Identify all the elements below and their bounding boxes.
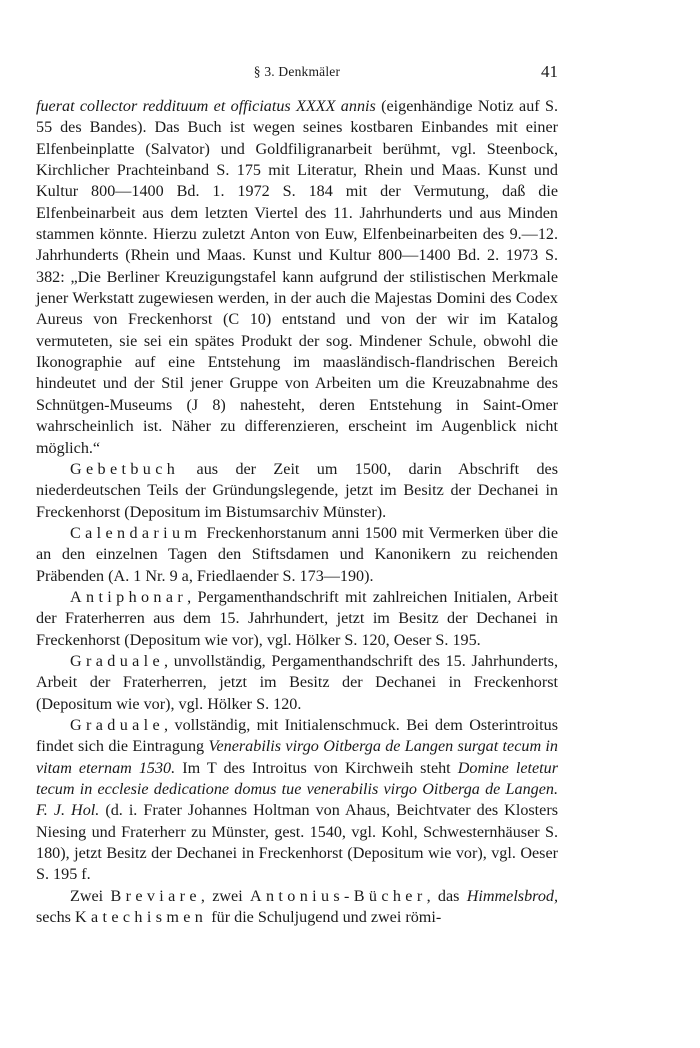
text-run: Zwei — [70, 887, 111, 905]
italic-text: Domine letetur tecum in ecclesie dedicatione domus tue venerabilis virgo Oitberga de Langen. F. J. Hol. — [36, 759, 558, 820]
running-title: § 3. Denkmäler — [253, 64, 341, 79]
entry-heading: Graduale — [70, 716, 165, 734]
body-text — [36, 96, 558, 928]
text-run: Im T des Introitus von Kirchweih steht — [175, 759, 458, 777]
text-run: , vollständig, mit Initialenschmuck. Bei dem Osterintroitus findet sich die Eintragung — [36, 716, 558, 756]
text-run: , das — [426, 887, 467, 905]
text-run: (d. i. Frater Johannes Holtman von Ahaus, Beichtvater des Klosters Niesing und Fraterherr zu Münster, gest. 1540, vgl. Kohl, Schwesternhäuser S. 180), jetzt Besitz der Dechanei in Freckenhorst (Depositum wie vor), vgl. Oeser S. 195 f. — [36, 802, 558, 884]
running-head — [36, 62, 558, 88]
entry-heading: Antonius-Bücher — [249, 887, 427, 905]
paragraph — [36, 459, 558, 523]
text-run: , Pergamenthandschrift mit zahlreichen Initialen, Arbeit der Fraterherren aus dem 15. Jahrhundert, jetzt im Besitz der Dechanei in Freckenhorst (Depositum wie vor), vgl. Hölker S. 120, Oeser S. 195. — [36, 588, 558, 649]
page-number: 41 — [541, 62, 558, 81]
book-page — [36, 62, 558, 928]
entry-heading: Katechismen — [75, 909, 208, 927]
text-run: sechs — [36, 909, 75, 927]
paragraph — [36, 587, 558, 651]
text-run: , zwei — [200, 887, 250, 905]
text-run: für die Schuljugend und zwei römi- — [207, 909, 442, 927]
italic-text: fuerat collector reddituum et officiatus XXXX annis — [36, 98, 376, 115]
entry-heading: Breviare — [110, 887, 201, 905]
paragraph — [36, 523, 558, 587]
entry-heading: Graduale — [70, 652, 165, 670]
text-run: (eigenhändige Notiz auf S. 55 des Bandes). Das Buch ist wegen seines kostbaren Einbandes mit einer Elfenbeinplatte (Salvator) und Goldfiligranarbeit berühmt, vgl. Steenbock, Kirchlicher Prachteinband S. 175 mit Literatur, Rhein und Maas. Kunst und Kultur 800—1400 Bd. 1. 1972 S. 184 mit der Vermutung, daß die Elfenbeinarbeit aus dem letzten Viertel des 11. Jahrhunderts und aus Minden stammen könnte. Hierzu zuletzt Anton von Euw, Elfenbeinarbeiten des 9.—12. Jahrhunderts (Rhein und Maas. Kunst und Kultur 800—1400 Bd. 2. 1973 S. 382: „Die Berliner Kreuzigungstafel kann aufgrund der stilistischen Merkmale jener Werkstatt zugewiesen werden, in der auch die Majestas Domini des Codex Aureus von Freckenhorst (C 10) entstand und von der wir im Katalog vermuteten, sie sei ein spätes Produkt der sog. Mindener Schule, obwohl die Ikonographie auf eine Entstehung im maasländisch-flandrischen Bereich hindeutet und der Stil jener Gruppe von Arbeiten um die Kreuzabnahme des Schnütgen-Museums (J 8) nahesteht, deren Entstehung in Saint-Omer wahrscheinlich ist. Näher zu differenzieren, erscheint im Augenblick nicht möglich.“ — [36, 98, 558, 457]
paragraph — [36, 96, 558, 459]
text-run: , unvollständig, Pergamenthandschrift des 15. Jahrhunderts, Arbeit der Fraterherren, jetzt im Besitz der Dechanei in Freckenhorst (Depositum wie vor), vgl. Hölker S. 120. — [36, 652, 558, 713]
paragraph — [36, 886, 558, 929]
entry-heading: Gebetbuch — [70, 460, 180, 478]
text-run: Freckenhorstanum anni 1500 mit Vermerken über die an den einzelnen Tagen den Stiftsdamen und Kanonikern zu reichenden Präbenden (A. 1 Nr. 9 a, Friedlaender S. 173—190). — [36, 524, 558, 585]
italic-text: Venerabilis virgo Oitberga de Langen surgat tecum in vitam eternam 1530. — [36, 738, 558, 777]
text-run: aus der Zeit um 1500, darin Abschrift des niederdeutschen Teils der Gründungslegende, jetzt im Besitz der Dechanei in Freckenhorst (Depositum im Bistumsarchiv Münster). — [36, 460, 558, 521]
paragraph — [36, 651, 558, 715]
italic-text: Himmelsbrod, — [466, 887, 559, 905]
paragraph — [36, 715, 558, 886]
entry-heading: Calendarium — [70, 524, 202, 542]
entry-heading: Antiphonar — [70, 588, 188, 606]
